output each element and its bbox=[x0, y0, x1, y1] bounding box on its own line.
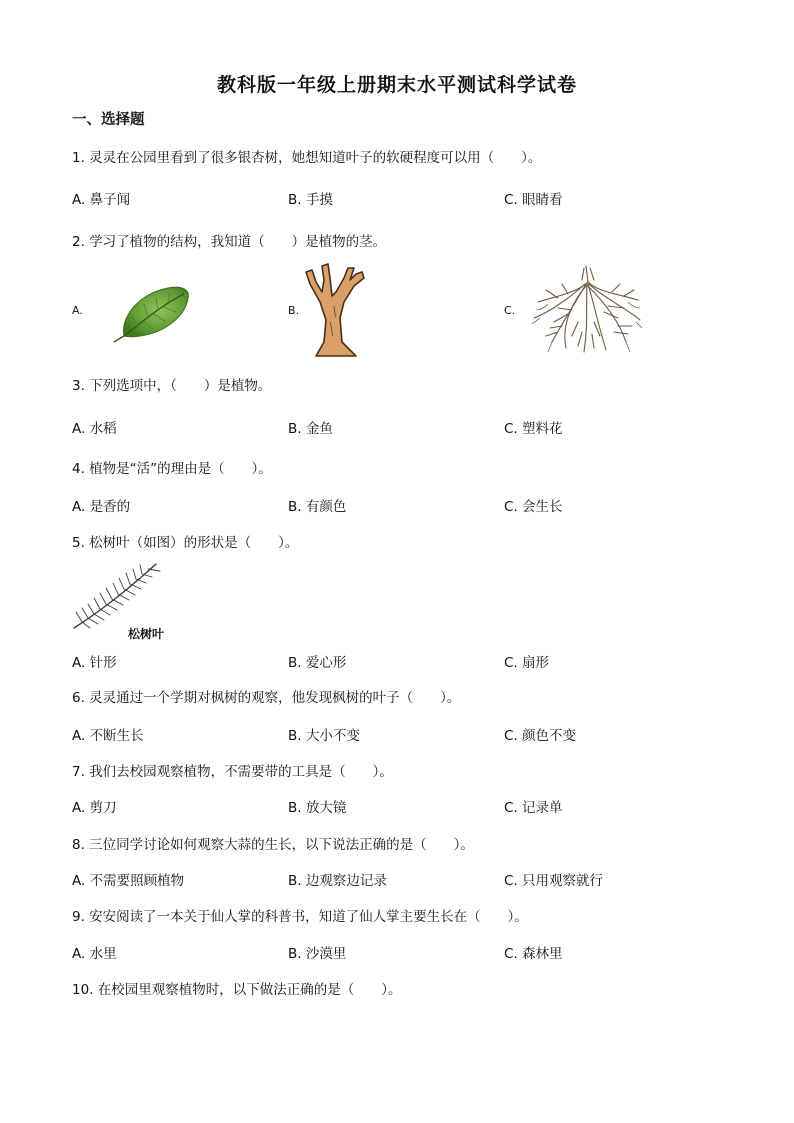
q8-option-b[interactable]: B. 边观察边记录 bbox=[288, 873, 387, 889]
q3-option-b[interactable]: B. 金鱼 bbox=[288, 421, 333, 437]
pine-leaf-caption: 松树叶 bbox=[128, 627, 165, 641]
question-2: 2. 学习了植物的结构，我知道（ ）是植物的茎。 bbox=[72, 234, 387, 250]
leaf-image[interactable] bbox=[110, 280, 195, 346]
question-3: 3. 下列选项中，（ ）是植物。 bbox=[72, 378, 272, 394]
question-6: 6. 灵灵通过一个学期对枫树的观察，他发现枫树的叶子（ ）。 bbox=[72, 690, 461, 706]
question-10: 10. 在校园里观察植物时，以下做法正确的是（ ）。 bbox=[72, 982, 402, 998]
question-1: 1. 灵灵在公园里看到了很多银杏树，她想知道叶子的软硬程度可以用（ ）。 bbox=[72, 150, 542, 166]
q3-option-c[interactable]: C. 塑料花 bbox=[504, 421, 563, 437]
q9-option-b[interactable]: B. 沙漠里 bbox=[288, 946, 347, 962]
q5-option-a[interactable]: A. 针形 bbox=[72, 655, 117, 671]
q9-option-a[interactable]: A. 水里 bbox=[72, 946, 117, 962]
q7-option-b[interactable]: B. 放大镜 bbox=[288, 800, 347, 816]
q8-option-c[interactable]: C. 只用观察就行 bbox=[504, 873, 604, 889]
section-heading: 一、选择题 bbox=[72, 112, 145, 128]
question-9: 9. 安安阅读了一本关于仙人掌的科普书，知道了仙人掌主要生长在（ ）。 bbox=[72, 909, 528, 925]
roots-image[interactable] bbox=[528, 262, 644, 356]
q7-option-c[interactable]: C. 记录单 bbox=[504, 800, 563, 816]
q4-option-a[interactable]: A. 是香的 bbox=[72, 499, 131, 515]
q7-option-a[interactable]: A. 剪刀 bbox=[72, 800, 117, 816]
q6-option-c[interactable]: C. 颜色不变 bbox=[504, 728, 577, 744]
q6-option-b[interactable]: B. 大小不变 bbox=[288, 728, 360, 744]
question-5: 5. 松树叶（如图）的形状是（ ）。 bbox=[72, 535, 299, 551]
q1-option-a[interactable]: A. 鼻子闻 bbox=[72, 192, 131, 208]
q5-option-b[interactable]: B. 爱心形 bbox=[288, 655, 347, 671]
question-4: 4. 植物是“活”的理由是（ ）。 bbox=[72, 461, 272, 477]
pine-branch-image bbox=[72, 562, 162, 632]
q1-option-c[interactable]: C. 眼睛看 bbox=[504, 192, 563, 208]
q3-option-a[interactable]: A. 水稻 bbox=[72, 421, 117, 437]
tree-trunk-image[interactable] bbox=[304, 262, 374, 358]
q4-option-b[interactable]: B. 有颜色 bbox=[288, 499, 347, 515]
q2-option-b[interactable]: B. bbox=[288, 304, 300, 317]
q1-option-b[interactable]: B. 手摸 bbox=[288, 192, 333, 208]
q6-option-a[interactable]: A. 不断生长 bbox=[72, 728, 144, 744]
q9-option-c[interactable]: C. 森林里 bbox=[504, 946, 563, 962]
question-7: 7. 我们去校园观察植物，不需要带的工具是（ ）。 bbox=[72, 764, 393, 780]
q8-option-a[interactable]: A. 不需要照顾植物 bbox=[72, 873, 185, 889]
question-8: 8. 三位同学讨论如何观察大蒜的生长，以下说法正确的是（ ）。 bbox=[72, 837, 474, 853]
q4-option-c[interactable]: C. 会生长 bbox=[504, 499, 563, 515]
q2-option-c[interactable]: C. bbox=[504, 304, 516, 317]
q5-option-c[interactable]: C. 扇形 bbox=[504, 655, 550, 671]
q2-option-a[interactable]: A. bbox=[72, 304, 83, 317]
page-title: 教科版一年级上册期末水平测试科学试卷 bbox=[216, 74, 577, 96]
